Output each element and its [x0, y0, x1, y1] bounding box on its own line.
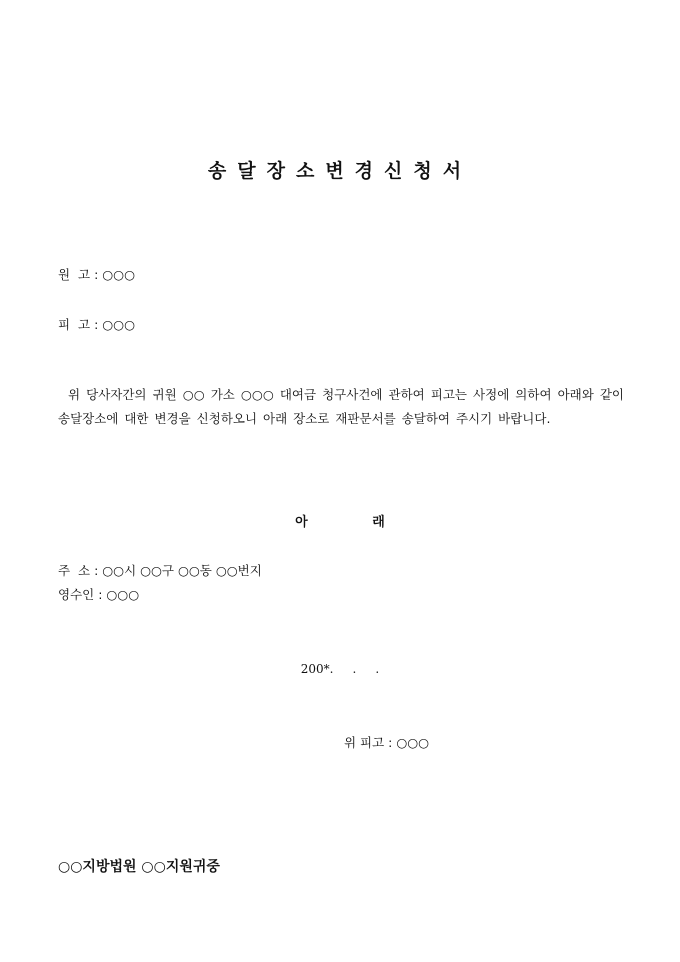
recipient-line: 영수인 : ○○○ — [58, 587, 140, 602]
section-heading: 아 래 — [295, 515, 385, 530]
defendant-line: 피 고 : ○○○ — [58, 317, 135, 332]
court-addressee: ○○지방법원 ○○지원귀중 — [58, 859, 220, 875]
address-line: 주 소 : ○○시 ○○구 ○○동 ○○번지 — [58, 563, 262, 578]
document-title: 송달장소변경신청서 — [207, 160, 473, 182]
plaintiff-line: 원 고 : ○○○ — [58, 267, 135, 282]
request-body: 위 당사자간의 귀원 ○○ 가소 ○○○ 대여금 청구사건에 관하여 피고는 사정에 의하여 아래와 같이 송달장소에 대한 변경을 신청하오니 아래 장소로 재판문서를 송달하여 주시기 바랍니다. — [58, 387, 624, 426]
signer-line: 위 피고 : ○○○ — [344, 735, 430, 750]
date-line: 200*. . . — [300, 662, 380, 676]
